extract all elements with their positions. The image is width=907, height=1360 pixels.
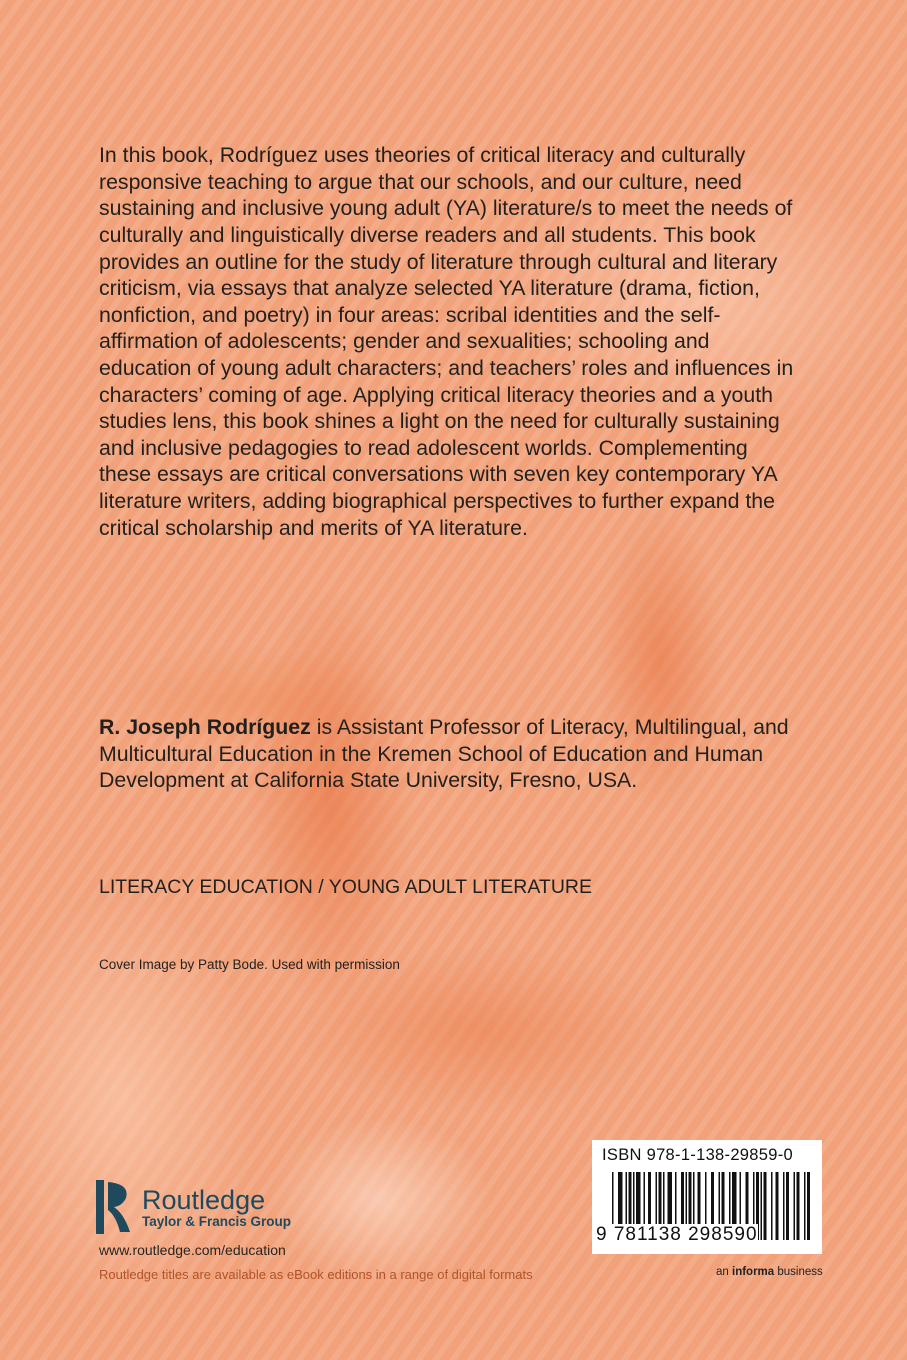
barcode-bar [786, 1172, 789, 1240]
author-name: R. Joseph Rodríguez [99, 715, 311, 740]
ebook-note: Routledge titles are available as eBook editions in a range of digital formats [99, 1267, 533, 1282]
barcode-digits: 9 781138 298590 [596, 1224, 758, 1245]
publisher-group: Taylor & Francis Group [142, 1213, 292, 1229]
barcode-bar [761, 1172, 763, 1240]
isbn-label: ISBN 978-1-138-29859-0 [602, 1146, 793, 1164]
informa-prefix: an [716, 1266, 732, 1278]
routledge-logo-icon [96, 1180, 134, 1234]
barcode-bar [807, 1172, 810, 1240]
isbn-barcode-box [592, 1140, 822, 1254]
barcode-bar [804, 1172, 806, 1240]
barcode-bar [797, 1172, 800, 1240]
publisher-name: Routledge [142, 1184, 266, 1215]
barcode-bar [794, 1172, 796, 1240]
barcode-bar [783, 1172, 785, 1240]
barcode-bar [764, 1172, 767, 1240]
publisher-url[interactable]: www.routledge.com/education [99, 1242, 286, 1258]
informa-brand: informa [732, 1266, 775, 1278]
informa-suffix: business [774, 1266, 823, 1278]
author-bio-text: is Assistant Professor of Literacy, Multilingual, and Multicultural Education in the Kremen School of Education and Human Development at California State University, Fresno, USA. [99, 715, 789, 793]
subject-category: LITERACY EDUCATION / YOUNG ADULT LITERATURE [99, 876, 593, 898]
routledge-logo [96, 1180, 291, 1234]
author-bio [99, 714, 799, 794]
cover-image-credit: Cover Image by Patty Bode. Used with permission [99, 957, 400, 972]
barcode-bar [776, 1172, 779, 1240]
informa-tagline [716, 1266, 823, 1278]
barcode-bar [771, 1172, 773, 1240]
book-description: In this book, Rodríguez uses theories of critical literacy and culturally responsive teaching to argue that our schools, and our culture, need sustaining and inclusive young adult (YA) literature/s to meet the needs of culturally and linguistically diverse readers and all students. This book provides an outline for the study of literature through cultural and literary criticism, via essays that analyze selected YA literature (drama, fiction, nonfiction, and poetry) in four areas: scribal identities and the self-affirmation of adolescents; gender and sexualities; schooling and education of young adult characters; and teachers’ roles and influences in characters’ coming of age. Applying critical literacy theories and a youth studies lens, this book shines a light on the need for culturally sustaining and inclusive pedagogies to read adolescent worlds. Complementing these essays are critical conversations with seven key contemporary YA literature writers, adding biographical perspectives to further expand the critical scholarship and merits of YA literature. [99, 143, 794, 540]
